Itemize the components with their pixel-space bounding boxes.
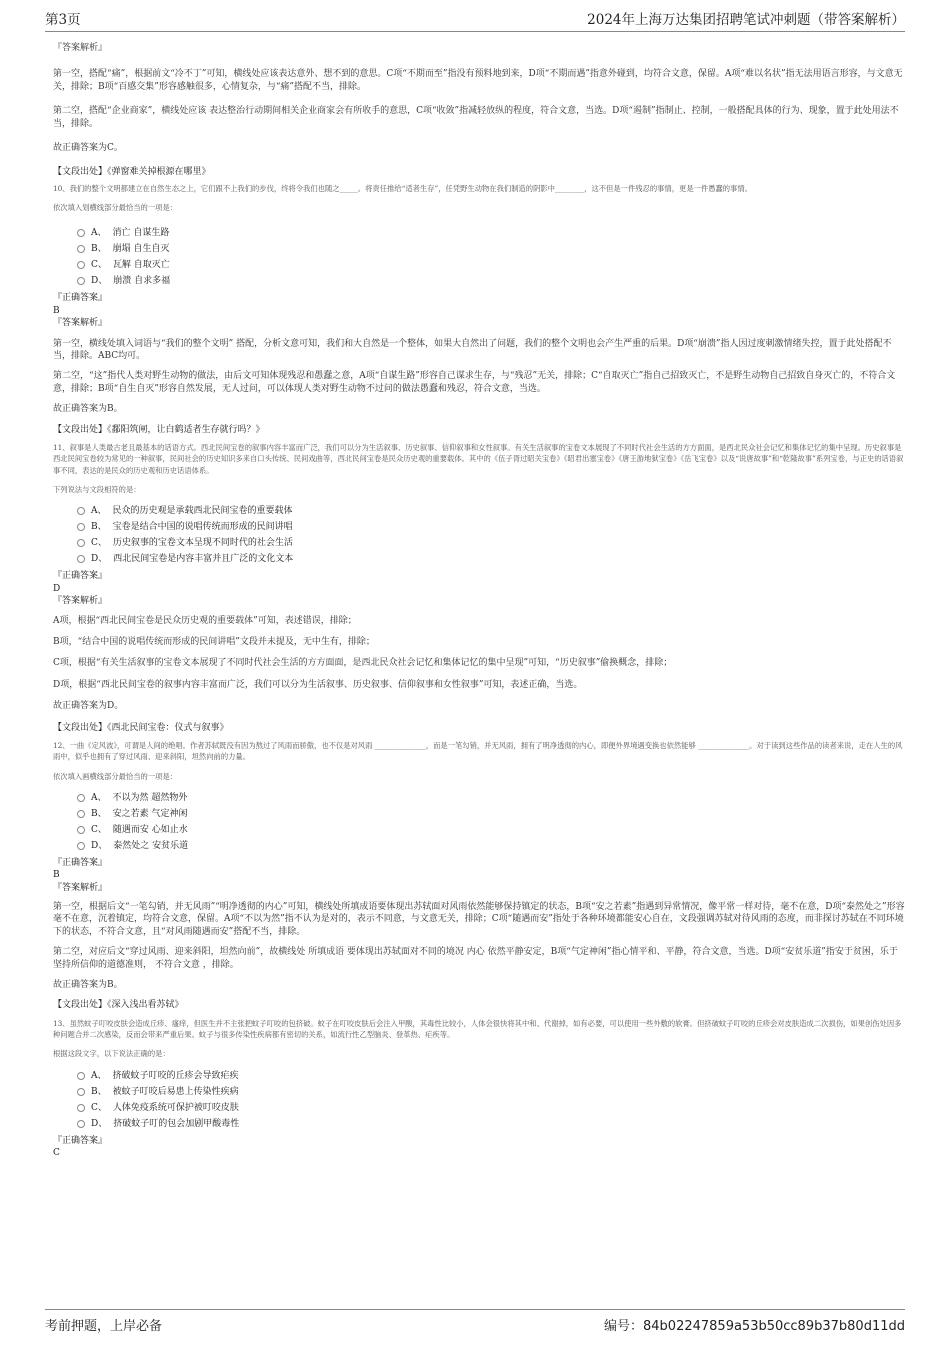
radio-icon[interactable] <box>77 555 85 563</box>
question-prompt: 依次填入划横线部分最恰当的一项是： <box>53 203 178 213</box>
answer-value: C <box>53 1148 60 1159</box>
source-citation: 【文段出处】《鄱阳筑闸，让白鹤适者生存就行吗？》 <box>53 424 265 435</box>
footer-slogan: 考前押题，上岸必备 <box>45 1319 163 1334</box>
radio-icon[interactable] <box>77 1072 85 1080</box>
option-d[interactable]: D、 挤破蚊子叮的包会加剧甲酸毒性 <box>53 1116 905 1132</box>
radio-icon[interactable] <box>77 1120 85 1128</box>
analysis-paragraph: A项，根据“西北民间宝卷是民众历史观的重要载体”可知，表述错误，排除； <box>53 615 357 626</box>
page-footer <box>45 1309 905 1334</box>
radio-icon[interactable] <box>77 842 85 850</box>
radio-icon[interactable] <box>77 507 85 515</box>
analysis-paragraph: D项，根据“西北民间宝卷的叙事内容丰富而广泛，我们可以分为生活叙事、历史叙事、信仰叙事和女性叙事”可知，表述正确，当选。 <box>53 679 583 690</box>
source-citation: 【文段出处】《深入浅出看苏轼》 <box>53 1000 184 1011</box>
answer-label: 『正确答案』 <box>53 293 108 304</box>
answer-value: D <box>53 583 61 594</box>
analysis-paragraph: 第二空，搭配“企业商家”，横线处应该 表达整治行动期间相关企业商家会有所收手的意思，C项“收敛”指减轻放纵的程度，符合文意，当选。D项“遏制”指制止、控制，一般搭配具体的行为、现象，置于此处用法不当，排除。 <box>53 106 899 129</box>
conclusion: 故正确答案为D。 <box>53 701 124 712</box>
document-title: 2024年上海万达集团招聘笔试冲刺题（带答案解析） <box>587 12 905 28</box>
radio-icon[interactable] <box>77 523 85 531</box>
radio-icon[interactable] <box>77 277 85 285</box>
source-citation: 【文段出处】《弹窗难关掉根源在哪里》 <box>53 167 211 178</box>
answer-label: 『正确答案』 <box>53 1135 108 1146</box>
radio-icon[interactable] <box>77 229 85 237</box>
analysis-paragraph: B项，“结合中国的说唱传统而形成的民间讲唱”文段并未提及，无中生有，排除； <box>53 636 375 647</box>
question-prompt: 下列说法与文段相符的是： <box>53 484 141 494</box>
option-a[interactable]: A、 消亡 自谋生路 <box>53 225 905 241</box>
analysis-paragraph: 第一空，搭配“痛”，根据前文“冷不丁”可知，横线处应该表达意外、想不到的意思。C项“不期而至”指没有预料地到来，D项“不期而遇”指意外碰到，均符合文意，保留。A项“难以名状”指无法用语言形容，与文意无关，排除；B项“百感交集”形容感触很多，心情复杂，与“痛”搭配不当，排除。 <box>53 69 903 92</box>
question-stem: 12、一曲《定风波》，可谓是人间的绝唱。作者苏轼既没有因为熬过了风雨而骄傲，也不仅是对风雨 ______________，而是一笔勾销，并无风雨，拥有了明净透彻的内心，即便外界境遇变换也依然能够 ______________。对于读到这些作品的读者来说，走在人生的风雨中，似乎也拥有了穿过风雨、迎来斜阳，坦然向前的力量。 <box>53 740 903 762</box>
option-b[interactable]: B、 崩塌 自生自灭 <box>53 241 905 257</box>
radio-icon[interactable] <box>77 810 85 818</box>
radio-icon[interactable] <box>77 261 85 269</box>
option-d[interactable]: D、 崩溃 自求多福 <box>53 273 905 289</box>
question-stem: 11、叙事是人类最古老且最基本的话语方式。西北民间宝卷的叙事内容丰富而广泛，我们可以分为生活叙事、历史叙事、信仰叙事和女性叙事。有关生活叙事的宝卷文本展现了不同时代社会生活的方方面面，是西北民众社会记忆和集体记忆的集中呈现。历史叙事是西北民间宝卷较为常见的一种叙事，民间社会的历史知识多来自口头传统、民间戏曲等，西北民间宝卷是民众历史观的重要载体。其中的《伍子胥过昭关宝卷》《昭君出塞宝卷》《唐王游地狱宝卷》《岳飞宝卷》以及“说唐故事”和“乾隆故事”系列宝卷，与正史的话语叙事不同，表达的是民众的历史观和历史话语体系。 <box>53 443 904 475</box>
option-b[interactable]: B、 宝卷是结合中国的说唱传统而形成的民间讲唱 <box>53 519 905 535</box>
analysis-paragraph: 第一空，根据后文“一笔勾销，并无风雨”“明净透彻的内心”可知，横线处所填成语要体现出苏轼面对风雨依然能够保持镇定的状态，B项“安之若素”指遇到异常情况，像平常一样对待，毫不在意，D项“泰然处之”形容毫不在意，沉着镇定，均符合文意，保留。A项“不以为然”指不认为是对的，表示不同意，与文意无关，排除；C项“随遇而安”指处于各种环境都能安心自在，文段强调苏轼对待风雨的态度，而非探讨苏轼在不同环境下的状态，不符合文意，且“对风雨随遇而安”搭配不当，排除。 <box>53 902 905 937</box>
radio-icon[interactable] <box>77 826 85 834</box>
analysis-label: 『答案解析』 <box>53 882 108 893</box>
analysis-label: 『答案解析』 <box>53 318 108 329</box>
option-c[interactable]: C、 人体免疫系统可保护被叮咬皮肤 <box>53 1100 905 1116</box>
question-prompt: 根据这段文字，以下说法正确的是： <box>53 1049 170 1059</box>
analysis-paragraph: 第二空，“这”指代人类对野生动物的做法，由后文可知体现残忍和愚蠢之意，A项“自谋生路”形容自己谋求生存，与“残忍”无关，排除；C“自取灭亡”指自己招致灭亡，不是野生动物自己招致自身灭亡的，不符合文意，排除；B项“自生自灭”形容自然发展，无人过问，可以体现人类对野生动物不过问的做法愚蠢和残忍，符合文意，当选。 <box>53 371 896 394</box>
conclusion: 故正确答案为C。 <box>53 143 123 154</box>
conclusion: 故正确答案为B。 <box>53 980 123 991</box>
option-a[interactable]: A、 不以为然 超然物外 <box>53 790 905 806</box>
page-header <box>45 10 905 32</box>
option-a[interactable]: A、 挤破蚊子叮咬的丘疹会导致疟疾 <box>53 1068 905 1084</box>
question-stem: 10、我们的整个文明都建立在自然生态之上，它们跟不上我们的步伐，终将令我们也随之_____。将责任推给“适者生存”，任凭野生动物在我们制造的阴影中________，这不但是一件残忍的事情，更是一件愚蠢的事情。 <box>53 183 752 193</box>
conclusion: 故正确答案为B。 <box>53 404 123 415</box>
analysis-paragraph: C项，根据“有关生活叙事的宝卷文本展现了不同时代社会生活的方方面面，是西北民众社会记忆和集体记忆的集中呈现”可知，“历史叙事”偷换概念，排除； <box>53 658 673 669</box>
option-b[interactable]: B、 安之若素 气定神闲 <box>53 806 905 822</box>
option-a[interactable]: A、 民众的历史观是承载西北民间宝卷的重要载体 <box>53 503 905 519</box>
option-c[interactable]: C、 历史叙事的宝卷文本呈现不同时代的社会生活 <box>53 535 905 551</box>
answer-label: 『正确答案』 <box>53 857 108 868</box>
radio-icon[interactable] <box>77 245 85 253</box>
radio-icon[interactable] <box>77 1104 85 1112</box>
option-b[interactable]: B、 被蚊子叮咬后易患上传染性疾病 <box>53 1084 905 1100</box>
page-content <box>53 42 905 1160</box>
answer-value: B <box>53 870 60 881</box>
analysis-label: 『答案解析』 <box>53 43 108 53</box>
question-prompt: 依次填入画横线部分最恰当的一项是： <box>53 771 178 781</box>
question-stem: 13、虽然蚊子叮咬皮肤会造成丘疹、瘙痒，但医生并不主张把蚊子叮咬的包挤破。蚊子在叮咬皮肤后会注入甲酸，其毒性比较小，人体会很快将其中和、代谢掉，如有必要，可以使用一些外敷的软膏。但挤破蚊子叮咬的丘疹会对皮肤造成二次损伤，如果创伤处因多种问题合并二次感染，反而会带来严重后果。蚊子与很多传染性疾病都有密切的关系，如流行性乙型脑炎、登革热、疟疾等。 <box>53 1018 902 1040</box>
option-d[interactable]: D、 西北民间宝卷是内容丰富并且广泛的文化文本 <box>53 551 905 567</box>
analysis-paragraph: 第一空，横线处填入词语与“我们的整个文明” 搭配，分析文意可知，我们和大自然是一个整体，如果大自然出了问题，我们的整个文明也会产生严重的后果。D项“崩溃”指人因过度刺激情绪失控，置于此处搭配不当，排除。ABC均可。 <box>53 338 892 362</box>
radio-icon[interactable] <box>77 539 85 547</box>
option-c[interactable]: C、 瓦解 自取灭亡 <box>53 257 905 273</box>
answer-label: 『正确答案』 <box>53 571 108 582</box>
document-id: 编号：84b02247859a53b50cc89b37b80d11dd <box>604 1319 905 1334</box>
page-number: 第3页 <box>45 12 81 28</box>
radio-icon[interactable] <box>77 1088 85 1096</box>
source-citation: 【文段出处】《西北民间宝卷：仪式与叙事》 <box>53 722 229 733</box>
analysis-paragraph: 第二空，对应后文“穿过风雨、迎来斜阳，坦然向前”，故横线处 所填成语 要体现出苏轼面对不同的境况 内心 依然平静安定，B项“气定神闲”指心情平和、平静，符合文意，当选。D项“安贫乐道”指安于贫困，乐于坚持所信仰的道德准则， 不符合文意 ，排除。 <box>53 947 898 970</box>
radio-icon[interactable] <box>77 794 85 802</box>
answer-value: B <box>53 305 60 316</box>
analysis-label: 『答案解析』 <box>53 596 108 607</box>
option-d[interactable]: D、 泰然处之 安贫乐道 <box>53 838 905 854</box>
option-c[interactable]: C、 随遇而安 心如止水 <box>53 822 905 838</box>
